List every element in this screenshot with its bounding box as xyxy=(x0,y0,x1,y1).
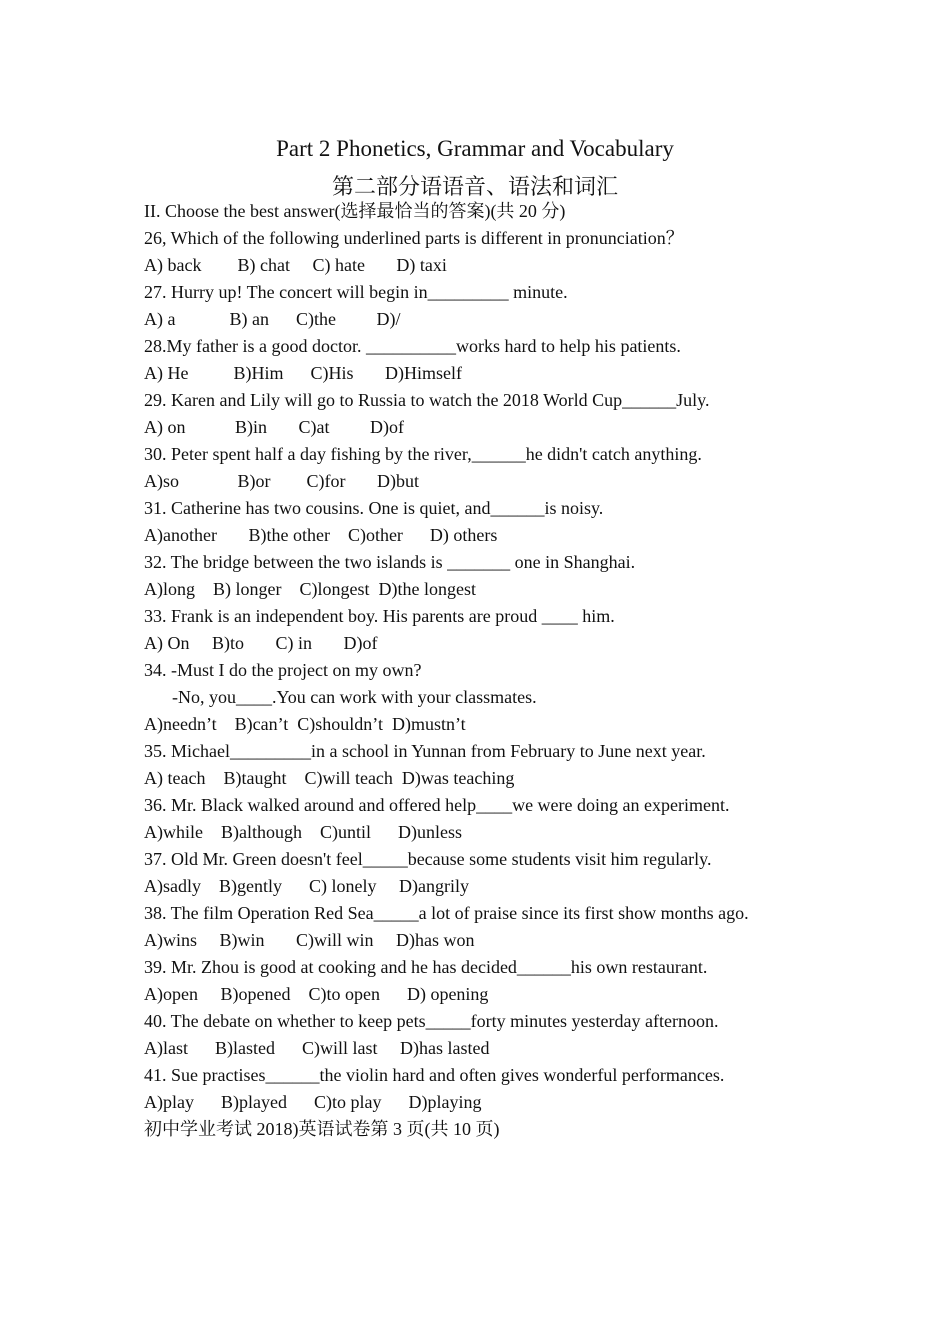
options-27: A) a B) an C)the D)/ xyxy=(144,309,401,329)
question-39: 39. Mr. Zhou is good at cooking and he has decided______his own restaurant. xyxy=(144,957,708,977)
question-37: 37. Old Mr. Green doesn't feel_____because some students visit him regularly. xyxy=(144,849,712,869)
instruction-line: II. Choose the best answer(选择最恰当的答案)(共 20 分) xyxy=(144,201,566,221)
options-38: A)wins B)win C)will win D)has won xyxy=(144,930,475,950)
question-41: 41. Sue practises______the violin hard and often gives wonderful performances. xyxy=(144,1065,725,1085)
options-26: A) back B) chat C) hate D) taxi xyxy=(144,255,447,275)
options-37: A)sadly B)gently C) lonely D)angrily xyxy=(144,876,469,896)
question-26: 26, Which of the following underlined parts is different in pronunciation？ xyxy=(144,228,684,248)
question-31: 31. Catherine has two cousins. One is quiet, and______is noisy. xyxy=(144,498,604,518)
section-title-english: Part 2 Phonetics, Grammar and Vocabulary xyxy=(276,136,674,161)
exam-body xyxy=(144,198,934,1143)
options-39: A)open B)opened C)to open D) opening xyxy=(144,984,489,1004)
options-29: A) on B)in C)at D)of xyxy=(144,417,404,437)
options-30: A)so B)or C)for D)but xyxy=(144,471,419,491)
question-27: 27. Hurry up! The concert will begin in_________ minute. xyxy=(144,282,568,302)
question-32: 32. The bridge between the two islands is _______ one in Shanghai. xyxy=(144,552,636,572)
options-34: A)needn’t B)can’t C)shouldn’t D)mustn’t xyxy=(144,714,466,734)
options-36: A)while B)although C)until D)unless xyxy=(144,822,462,842)
question-36: 36. Mr. Black walked around and offered help____we were doing an experiment. xyxy=(144,795,730,815)
options-28: A) He B)Him C)His D)Himself xyxy=(144,363,462,383)
options-41: A)play B)played C)to play D)playing xyxy=(144,1092,482,1112)
question-40: 40. The debate on whether to keep pets_____forty minutes yesterday afternoon. xyxy=(144,1011,719,1031)
options-40: A)last B)lasted C)will last D)has lasted xyxy=(144,1038,490,1058)
options-32: A)long B) longer C)longest D)the longest xyxy=(144,579,476,599)
question-38: 38. The film Operation Red Sea_____a lot of praise since its first show months ago. xyxy=(144,903,749,923)
options-31: A)another B)the other C)other D) others xyxy=(144,525,498,545)
question-30: 30. Peter spent half a day fishing by the river,______he didn't catch anything. xyxy=(144,444,702,464)
options-33: A) On B)to C) in D)of xyxy=(144,633,378,653)
page-footer: 初中学业考试 2018)英语试卷第 3 页(共 10 页) xyxy=(144,1119,500,1139)
options-35: A) teach B)taught C)will teach D)was teaching xyxy=(144,768,515,788)
question-28: 28.My father is a good doctor. __________works hard to help his patients. xyxy=(144,336,681,356)
question-34: 34. -Must I do the project on my own? xyxy=(144,660,422,680)
section-title-chinese: 第二部分语语音、语法和词汇 xyxy=(331,174,618,199)
question-34-reply: -No, you____.You can work with your classmates. xyxy=(172,687,537,707)
question-35: 35. Michael_________in a school in Yunnan from February to June next year. xyxy=(144,741,706,761)
question-33: 33. Frank is an independent boy. His parents are proud ____ him. xyxy=(144,606,615,626)
question-29: 29. Karen and Lily will go to Russia to watch the 2018 World Cup______July. xyxy=(144,390,710,410)
